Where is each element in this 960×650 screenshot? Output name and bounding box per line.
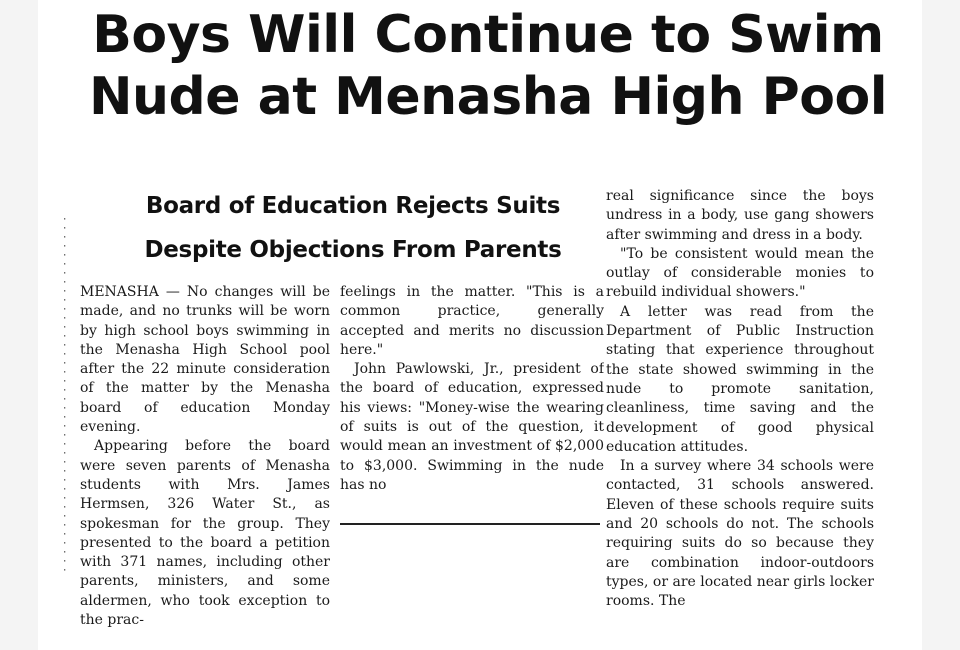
subheadline-line-1: Board of Education Rejects Suits [145, 193, 561, 219]
column-rule [340, 523, 600, 525]
headline-line-1: Boys Will Continue to Swim [92, 5, 884, 65]
paragraph: feelings in the matter. "This is a common practice, generally accepted and merits no discussion here." [340, 284, 604, 358]
article-column-1 [80, 283, 330, 650]
subheadline [113, 184, 593, 272]
paragraph: John Pawlowski, Jr., president of the board of education, expressed his views: "Money-wise the wearing of suits is out of the question, it would mean an investment of $2,000 to $3,000. Swimming in the nude has no [340, 361, 604, 493]
paragraph: A letter was read from the Department of Public Instruction stating that experience throughout the state showed swimming in the nude to promote sanitation, cleanliness, time saving and the development of good physical education attitudes. [606, 303, 874, 455]
headline-line-2: Nude at Menasha High Pool [88, 67, 888, 127]
newspaper-clipping [38, 0, 922, 650]
article-column-3 [606, 187, 874, 650]
paragraph: In a survey where 34 schools were contacted, 31 schools answered. Eleven of these schools require suits and 20 schools do not. The schools requiring suits do so because they are combination indoor-outdoors types, or are located near girls locker rooms. The [606, 458, 874, 610]
paragraph: real significance since the boys undress in a body, use gang showers after swimming and dress in a body. [606, 188, 874, 243]
paragraph: "To be consistent would mean the outlay of considerable monies to rebuild individual showers." [606, 245, 874, 301]
column-margin-marks: ········································ [62, 215, 68, 576]
article-column-2 [340, 283, 604, 523]
paragraph: MENASHA — No changes will be made, and no trunks will be worn by high school boys swimming in the Menasha High School pool after the 22 minute consideration of the matter by the Menasha board of education Monday evening. [80, 284, 330, 436]
headline [68, 4, 908, 128]
subheadline-line-2: Despite Objections From Parents [144, 237, 562, 263]
paragraph: Appearing before the board were seven parents of Menasha students with Mrs. James Hermsen, 326 Water St., as spokesman for the group. They presented to the board a petition with 371 names, including other parents, ministers, and some aldermen, who took exception to the prac- [80, 438, 330, 629]
